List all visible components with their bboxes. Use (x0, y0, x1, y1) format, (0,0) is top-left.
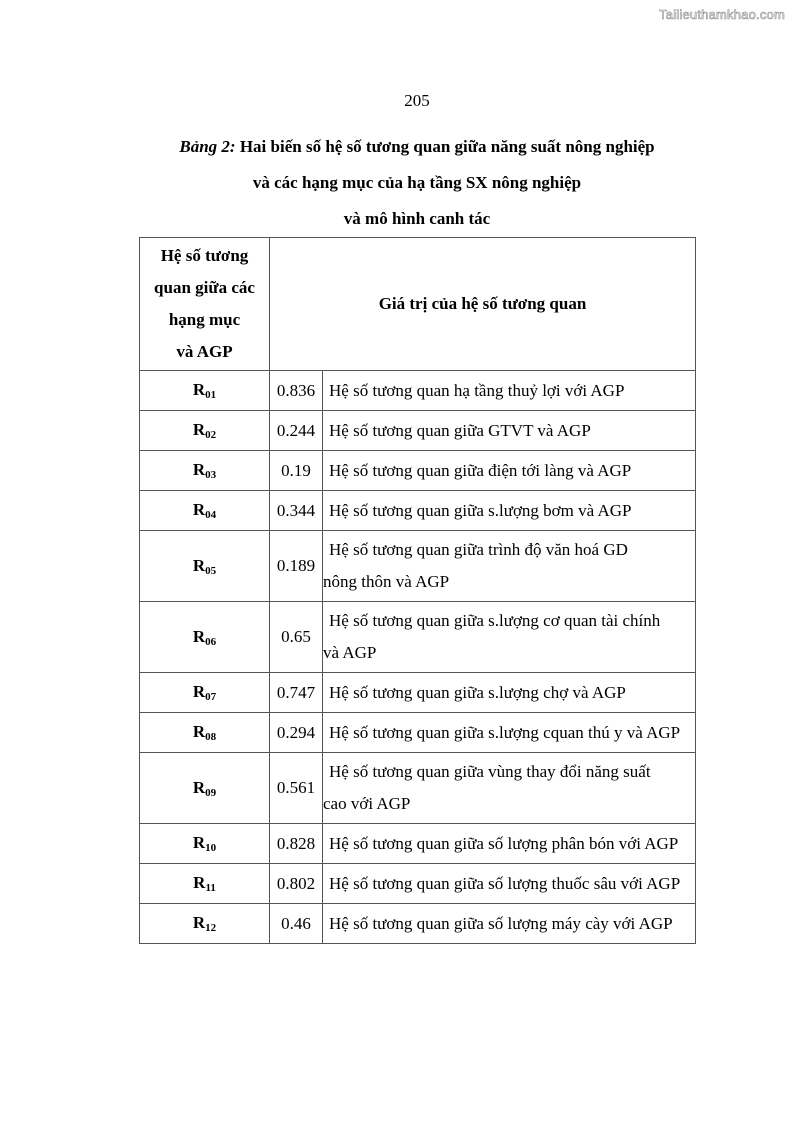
caption-line-1 (0, 129, 794, 165)
table-row (140, 451, 696, 491)
description-line: Hệ số tương quan hạ tầng thuỷ lợi với AGP (329, 380, 625, 400)
description-line: Hệ số tương quan giữa vùng thay đổi năng suất (329, 762, 651, 781)
coefficient-value: 0.189 (270, 531, 323, 602)
coefficient-code-cell (140, 824, 270, 864)
coefficient-value: 0.294 (270, 713, 323, 753)
coefficient-code: R (192, 460, 206, 479)
coefficient-code-subscript: 07 (205, 691, 217, 703)
correlation-table (139, 237, 696, 944)
coefficient-description (323, 531, 696, 602)
coefficient-code: R (192, 380, 206, 399)
coefficient-code: R (192, 833, 206, 852)
coefficient-code: R (192, 555, 206, 575)
header-left-line: và AGP (176, 342, 233, 361)
coefficient-value: 0.828 (270, 824, 323, 864)
coefficient-description (323, 371, 696, 411)
caption-label: Bảng 2: (179, 137, 236, 156)
coefficient-code-cell (140, 753, 270, 824)
coefficient-description (323, 753, 696, 824)
coefficient-code: R (192, 682, 206, 701)
coefficient-value: 0.802 (270, 864, 323, 904)
coefficient-code: R (193, 873, 206, 892)
coefficient-code-cell (140, 451, 270, 491)
description-line: Hệ số tương quan giữa trình độ văn hoá GD (329, 540, 628, 559)
table-row (140, 411, 696, 451)
description-line: Hệ số tương quan giữa s.lượng chợ và AGP (329, 682, 626, 702)
header-left-line: quan giữa các (154, 278, 255, 297)
table-row (140, 531, 696, 602)
coefficient-description (323, 602, 696, 673)
coefficient-description (323, 864, 696, 904)
table-row (140, 491, 696, 531)
description-line: cao với AGP (323, 794, 411, 813)
coefficient-value: 0.344 (270, 491, 323, 531)
description-line: Hệ số tương quan giữa s.lượng cquan thú y và AGP (329, 722, 681, 742)
coefficient-code: R (192, 500, 206, 519)
table-body (140, 238, 696, 944)
coefficient-value: 0.244 (270, 411, 323, 451)
coefficient-description (323, 491, 696, 531)
header-left-line: Hệ số tương (160, 246, 249, 265)
caption-title-1: Hai biến số hệ số tương quan giữa năng suất nông nghiệp (239, 137, 655, 156)
table-row (140, 864, 696, 904)
page-number: 205 (404, 91, 430, 110)
coefficient-code-subscript: 05 (205, 564, 217, 577)
coefficient-code-cell (140, 673, 270, 713)
coefficient-description (323, 904, 696, 944)
coefficient-code-subscript: 02 (205, 429, 217, 441)
table-row (140, 602, 696, 673)
description-line: Hệ số tương quan giữa GTVT và AGP (329, 420, 591, 440)
coefficient-code-subscript: 10 (205, 842, 217, 854)
coefficient-code-subscript: 12 (205, 922, 217, 934)
table-row (140, 713, 696, 753)
header-right-cell: Giá trị của hệ số tương quan (270, 238, 696, 371)
coefficient-code: R (192, 420, 206, 439)
watermark: Tailieuthamkhao.com (659, 7, 785, 22)
table-row (140, 673, 696, 713)
coefficient-value: 0.19 (270, 451, 323, 491)
table-row (140, 371, 696, 411)
coefficient-description (323, 411, 696, 451)
description-line: Hệ số tương quan giữa số lượng phân bón với AGP (329, 833, 679, 853)
coefficient-code-subscript: 11 (205, 882, 216, 894)
header-row (140, 238, 696, 371)
coefficient-value: 0.46 (270, 904, 323, 944)
coefficient-code-subscript: 06 (205, 635, 217, 648)
coefficient-code-cell (140, 371, 270, 411)
coefficient-value: 0.747 (270, 673, 323, 713)
coefficient-description (323, 713, 696, 753)
coefficient-code-subscript: 01 (205, 389, 217, 401)
coefficient-code-subscript: 09 (205, 786, 217, 799)
coefficient-code-cell (140, 864, 270, 904)
coefficient-code-subscript: 03 (205, 469, 217, 481)
description-line: nông thôn và AGP (323, 572, 450, 591)
caption-line-3: và mô hình canh tác (343, 209, 491, 228)
coefficient-code-cell (140, 411, 270, 451)
coefficient-value: 0.65 (270, 602, 323, 673)
coefficient-description (323, 451, 696, 491)
header-left-line: hạng mục (168, 310, 241, 329)
caption-line-2: và các hạng mục của hạ tầng SX nông nghiệp (252, 173, 582, 192)
coefficient-code: R (192, 722, 206, 741)
coefficient-code: R (192, 626, 206, 646)
header-left-cell (140, 238, 270, 371)
description-line: Hệ số tương quan giữa s.lượng cơ quan tài chính (329, 611, 661, 630)
coefficient-code-cell (140, 491, 270, 531)
description-line: Hệ số tương quan giữa s.lượng bơm và AGP (329, 500, 632, 520)
description-line: Hệ số tương quan giữa điện tới làng và AGP (329, 460, 632, 480)
description-line: Hệ số tương quan giữa số lượng máy cày với AGP (329, 913, 673, 933)
coefficient-code-subscript: 08 (205, 731, 217, 743)
coefficient-code: R (192, 913, 206, 932)
coefficient-value: 0.561 (270, 753, 323, 824)
coefficient-description (323, 824, 696, 864)
coefficient-code-cell (140, 531, 270, 602)
table-caption (0, 129, 794, 237)
coefficient-description (323, 673, 696, 713)
description-line: và AGP (323, 643, 377, 662)
coefficient-code-cell (140, 713, 270, 753)
coefficient-code-subscript: 04 (205, 509, 217, 521)
coefficient-code-cell (140, 904, 270, 944)
table-row (140, 753, 696, 824)
description-line: Hệ số tương quan giữa số lượng thuốc sâu với AGP (329, 873, 681, 893)
coefficient-value: 0.836 (270, 371, 323, 411)
coefficient-code: R (192, 777, 206, 797)
table-row (140, 904, 696, 944)
coefficient-code-cell (140, 602, 270, 673)
table-row (140, 824, 696, 864)
